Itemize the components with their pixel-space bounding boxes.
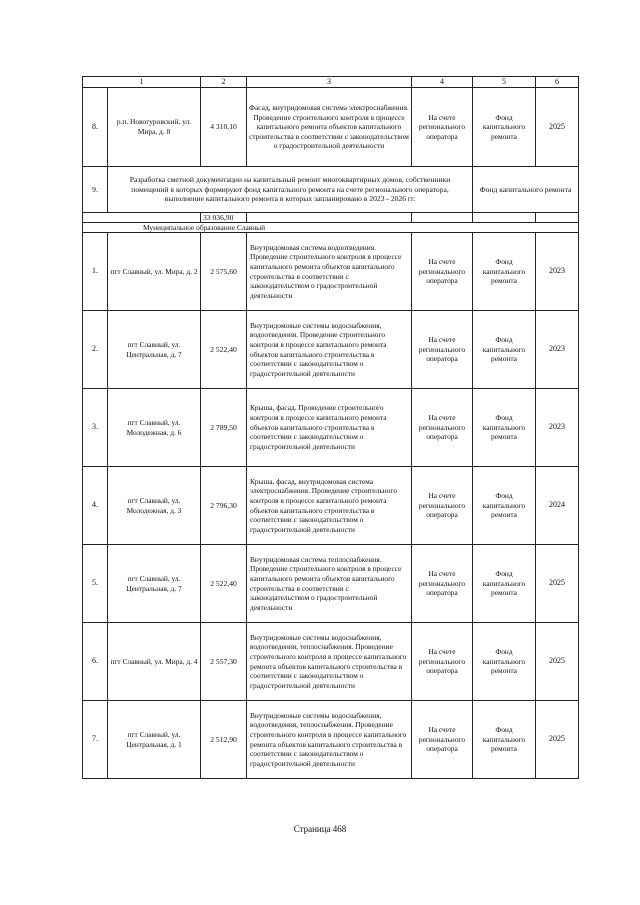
work-cell: Крыша, фасад, внутридомовая система электроснабжения. Проведение строительного контроля в процессе капитального ремонта объектов капитального строительства в соответствии с законодательством о градостроительной деятельности	[247, 467, 412, 545]
municipality-title: Муниципальное образование Славный	[83, 223, 579, 233]
table-row	[83, 167, 579, 213]
work-cell: Внутридомовая система теплоснабжения. Проведение строительного контроля в процессе капитального ремонта объектов капитального строительства в соответствии с законодательством о градостроительной деятельности	[247, 545, 412, 623]
row-number: 7.	[83, 701, 108, 779]
header-cell: 3	[247, 77, 412, 88]
empty-cell	[473, 213, 536, 223]
municipality-row	[83, 223, 579, 233]
table-body	[83, 77, 579, 779]
table-row	[83, 88, 579, 167]
table-row	[83, 389, 579, 467]
header-cell: 2	[201, 77, 247, 88]
account-cell: На счете регионального оператора	[412, 623, 473, 701]
year-cell: 2025	[536, 88, 579, 167]
page-number: Страница 468	[293, 824, 347, 834]
row-number: 6.	[83, 623, 108, 701]
table-row	[83, 701, 579, 779]
table-row	[83, 545, 579, 623]
address-cell: пгт Славный, ул. Центральная, д. 1	[108, 701, 201, 779]
account-cell: На счете регионального оператора	[412, 545, 473, 623]
address-cell: пгт Славный, ул. Мира, д. 2	[108, 233, 201, 311]
row-number: 4.	[83, 467, 108, 545]
address-cell: пгт Славный, ул. Центральная, д. 7	[108, 311, 201, 389]
account-cell: На счете регионального оператора	[412, 467, 473, 545]
fund-cell: Фонд капитального ремонта	[473, 88, 536, 167]
table-row	[83, 467, 579, 545]
account-cell: На счете регионального оператора	[412, 233, 473, 311]
table-row	[83, 623, 579, 701]
address-cell: пгт Славный, ул. Центральная, д. 7	[108, 545, 201, 623]
year-cell: 2023	[536, 311, 579, 389]
row-number: 9.	[83, 167, 108, 213]
document-page	[82, 76, 578, 779]
empty-cell	[536, 213, 579, 223]
work-cell: Внутридомовые системы водоснабжения, водоотведения, теплоснабжения. Проведение строительного контроля в процессе капитального ремонта объектов капитального строительства в соответствии с законодательством о градостроительной деятельности	[247, 623, 412, 701]
year-cell: 2023	[536, 233, 579, 311]
account-cell: На счете регионального оператора	[412, 389, 473, 467]
table-header-row	[83, 77, 579, 88]
year-cell: 2024	[536, 467, 579, 545]
fund-cell: Фонд капитального ремонта	[473, 545, 536, 623]
table-row	[83, 233, 579, 311]
fund-cell: Фонд капитального ремонта	[473, 467, 536, 545]
row-number: 5.	[83, 545, 108, 623]
amount-cell: 4 310,10	[201, 88, 247, 167]
account-cell: На счете регионального оператора	[412, 311, 473, 389]
amount-cell: 2 575,60	[201, 233, 247, 311]
address-cell: пгт Славный, ул. Молодежная, д. 6	[108, 389, 201, 467]
address-cell: р.п. Новогуровский, ул. Мира, д. 8	[108, 88, 201, 167]
fund-cell: Фонд капитального ремонта	[473, 233, 536, 311]
row-number: 3.	[83, 389, 108, 467]
year-cell: 2025	[536, 623, 579, 701]
work-cell: Фасад, внутридомовая система электроснабжения. Проведение строительного контроля в процессе капитального ремонта объектов капитального строительства в соответствии с законодательством о градостроительной деятельности	[247, 88, 412, 167]
row-number: 2.	[83, 311, 108, 389]
amount-cell: 2 796,30	[201, 467, 247, 545]
address-cell: пгт Славный, ул. Молодежная, д. 3	[108, 467, 201, 545]
work-cell: Внутридомовые системы водоснабжения, водоотведения, теплоснабжения. Проведение строительного контроля в процессе капитального ремонта объектов капитального строительства в соответствии с законодательством о градостроительной деятельности	[247, 701, 412, 779]
year-cell: 2025	[536, 701, 579, 779]
year-cell: 2023	[536, 389, 579, 467]
amount-cell: 2 512,90	[201, 701, 247, 779]
fund-cell: Фонд капитального ремонта	[473, 311, 536, 389]
work-cell: Внутридомовая система водоотведения. Проведение строительного контроля в процессе капитального ремонта объектов капитального строительства в соответствии с законодательством о градостроительной деятельности	[247, 233, 412, 311]
header-cell: 5	[473, 77, 536, 88]
fund-cell: Фонд капитального ремонта	[473, 623, 536, 701]
fund-cell: Фонд капитального ремонта	[473, 701, 536, 779]
empty-cell	[412, 213, 473, 223]
address-cell: пгт Славный, ул. Мира, д. 4	[108, 623, 201, 701]
header-cell: 1	[83, 77, 201, 88]
amount-cell: 2 557,30	[201, 623, 247, 701]
account-cell: На счете регионального оператора	[412, 701, 473, 779]
amount-cell: 2 522,40	[201, 545, 247, 623]
header-cell: 4	[412, 77, 473, 88]
table-row	[83, 311, 579, 389]
row-number: 1.	[83, 233, 108, 311]
fund-cell: Фонд капитального ремонта	[473, 389, 536, 467]
work-cell: Внутридомовые системы водоснабжения, водоотведения. Проведение строительного контроля в процессе капитального ремонта объектов капитального строительства в соответствии с законодательством о градостроительной деятельности	[247, 311, 412, 389]
estimate-description-cell: Разработка сметной документации на капитальный ремонт многоквартирных домов, собственники помещений в которых формируют фонд капитального ремонта на счете регионального оператора, выполнение капитального ремонта в которых запланировано в 2023 - 2026 гг.	[108, 167, 473, 213]
empty-cell	[247, 213, 412, 223]
amount-cell: 2 522,40	[201, 311, 247, 389]
work-cell: Крыша, фасад. Проведение строительного контроля в процессе капитального ремонта объектов капитального строительства в соответствии с законодательством о градостроительной деятельности	[247, 389, 412, 467]
account-cell: На счете регионального оператора	[412, 88, 473, 167]
header-cell: 6	[536, 77, 579, 88]
row-number: 8.	[83, 88, 108, 167]
fund-cell: Фонд капитального ремонта	[473, 167, 579, 213]
year-cell: 2025	[536, 545, 579, 623]
subtotal-row	[83, 213, 579, 223]
amount-cell: 2 789,50	[201, 389, 247, 467]
subtotal-amount: 33 036,90	[201, 213, 247, 223]
empty-cell	[83, 213, 201, 223]
repair-plan-table	[82, 76, 579, 779]
